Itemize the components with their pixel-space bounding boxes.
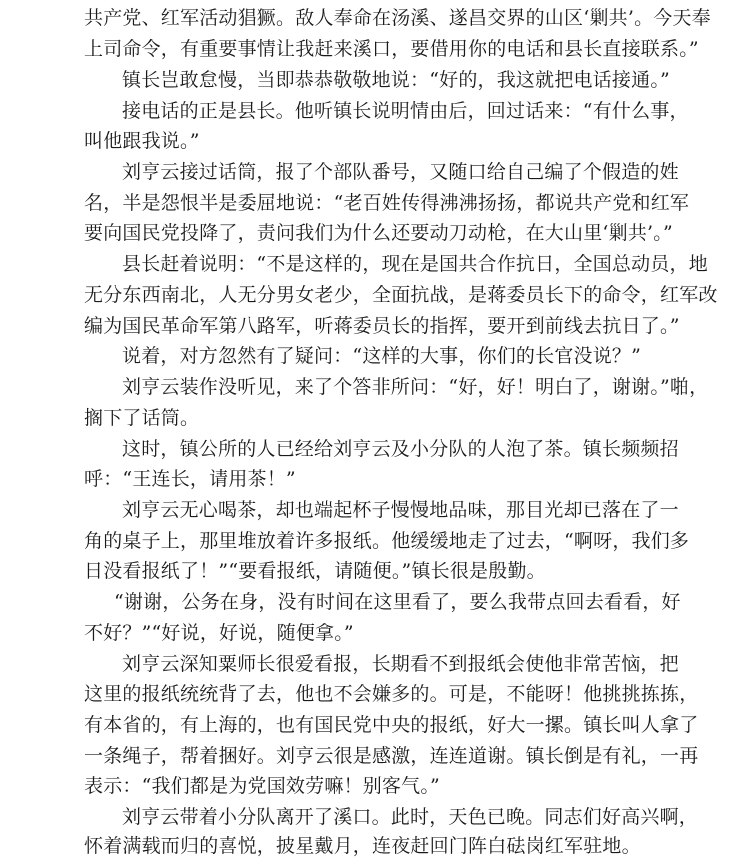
paragraph-start-line: 刘亨云带着小分队离开了溪口。此时，天色已晚。同志们好高兴啊，: [122, 806, 699, 828]
text-line: 呼：“王连长，请用茶！”: [84, 468, 296, 490]
text-line: 搁下了话筒。: [84, 407, 200, 429]
text-line: 角的桌子上，那里堆放着许多报纸。他缓缓地走了过去，“啊呀，我们多: [84, 530, 690, 552]
text-line: 上司命令，有重要事情让我赶来溪口，要借用你的电话和县长直接联系。”: [84, 38, 699, 60]
paragraph-start-line: 刘亨云接过话筒，报了个部队番号，又随口给自己编了个假造的姓: [122, 161, 679, 183]
text-line: 叫他跟我说。”: [84, 130, 200, 152]
paragraph-start-line: 刘亨云深知粟师长很爱看报，长期看不到报纸会使他非常苦恼，把: [122, 653, 679, 675]
text-line: 怀着满载而归的喜悦，披星戴月，连夜赶回门阵白砝岗红军驻地。: [84, 835, 641, 857]
paragraph-start-line: 这时，镇公所的人已经给刘亨云及小分队的人泡了茶。镇长频频招: [122, 438, 679, 460]
text-line: 不好？”“好说，好说，随便拿。”: [84, 622, 354, 644]
text-line: 日没看报纸了！”“要看报纸，请随便。”镇长很是殷勤。: [84, 560, 546, 582]
text-line: 编为国民革命军第八路军，听蒋委员长的指挥，要开到前线去抗日了。”: [84, 315, 680, 337]
text-line: 无分东西南北，人无分男女老少，全面抗战，是蒋委员长下的命令，红军改: [84, 284, 718, 306]
text-line: 有本省的，有上海的，也有国民党中央的报纸，好大一摞。镇长叫人拿了: [84, 714, 699, 736]
paragraph-start-line: 镇长岂敢怠慢，当即恭恭敬敬地说：“好的，我这就把电话接通。”: [122, 69, 670, 91]
text-line: 一条绳子，帮着捆好。刘亨云很是感激，连连道谢。镇长倒是有礼，一再: [84, 745, 699, 767]
paragraph-start-line: 县长赶着说明：“不是这样的，现在是国共合作抗日，全国总动员，地: [122, 253, 708, 275]
text-line: 要向国民党投降了，责问我们为什么还要动刀动枪，在大山里‘剿共’。”: [84, 222, 673, 244]
paragraph-start-line: 接电话的正是县长。他听镇长说明情由后，回过话来：“有什么事，: [122, 100, 689, 122]
text-line: 这里的报纸统统背了去，他也不会嫌多的。可是，不能呀！他挑挑拣拣，: [84, 683, 699, 705]
text-line: 名，半是怨恨半是委屈地说：“老百姓传得沸沸扬扬，都说共产党和红军: [84, 192, 690, 214]
paragraph-start-line: 说着，对方忽然有了疑问：“这样的大事，你们的长官没说？”: [122, 345, 642, 367]
text-line: 共产党、红军活动猖獗。敌人奉命在汤溪、遂昌交界的山区‘剿共’。今天奉: [84, 7, 711, 29]
text-line: 表示：“我们都是为党国效劳嘛！别客气。”: [84, 775, 440, 797]
paragraph-start-line: 刘亨云无心喝茶，却也端起杯子慢慢地品味，那目光却已落在了一: [122, 499, 679, 521]
paragraph-start-line: “谢谢，公务在身，没有时间在这里看了，要么我带点回去看看，好: [114, 591, 681, 613]
paragraph-start-line: 刘亨云装作没听见，来了个答非所问：“好，好！明白了，谢谢。”啪，: [122, 376, 709, 398]
